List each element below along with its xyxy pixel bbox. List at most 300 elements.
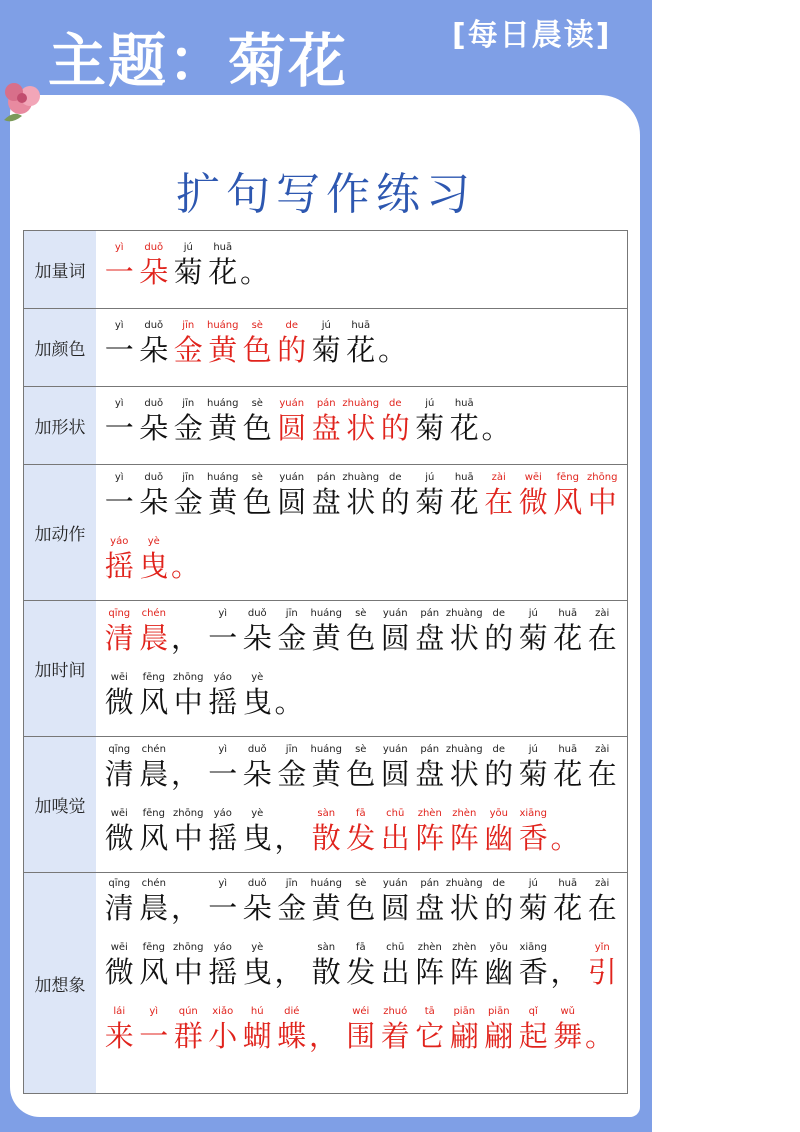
hanzi-text: 金 (173, 411, 203, 445)
hanzi-text: 菊 (518, 891, 548, 925)
pinyin-text: duǒ (144, 242, 164, 253)
pinyin-text: xiǎo (212, 1006, 234, 1017)
hanzi-text: 。 (378, 333, 408, 367)
hanzi-text: 色 (346, 891, 376, 925)
pinyin-character (171, 807, 206, 857)
pinyin-character (378, 1005, 413, 1055)
pinyin-character (275, 743, 310, 793)
hanzi-text: 金 (277, 621, 307, 655)
pinyin-text: qīng (108, 744, 131, 755)
pinyin-character (137, 397, 172, 447)
pinyin-text: pán (420, 744, 440, 755)
pinyin-character (275, 1005, 310, 1055)
pinyin-text: huā (454, 398, 474, 409)
hanzi-text: 色 (242, 485, 272, 519)
pinyin-character (275, 471, 310, 521)
pinyin-character (344, 319, 379, 369)
pinyin-character (137, 319, 172, 369)
pinyin-text: pán (420, 608, 440, 619)
sentence-line (102, 1005, 627, 1055)
pinyin-text: qún (178, 1006, 198, 1017)
pinyin-text: sè (251, 472, 263, 483)
pinyin-text: huáng (207, 320, 239, 331)
pinyin-character (240, 743, 275, 793)
hanzi-text: 微 (104, 821, 134, 855)
pinyin-text: duǒ (247, 744, 267, 755)
hanzi-text: 在 (587, 621, 617, 655)
hanzi-text: 花 (449, 485, 479, 519)
pinyin-character (171, 877, 206, 927)
pinyin-text: huáng (207, 398, 239, 409)
hanzi-text: 花 (208, 255, 238, 289)
pinyin-character (240, 471, 275, 521)
hanzi-text: 黄 (311, 757, 341, 791)
pinyin-text: de (492, 608, 505, 619)
pinyin-character (378, 877, 413, 927)
hanzi-text: 黄 (208, 411, 238, 445)
hanzi-text: 群 (173, 1019, 203, 1053)
pinyin-character (171, 941, 206, 991)
hanzi-text: 阵 (415, 955, 445, 989)
pinyin-character (482, 941, 517, 991)
pinyin-text: duǒ (144, 398, 164, 409)
hanzi-text: 清 (104, 621, 134, 655)
pinyin-text: yì (114, 320, 124, 331)
pinyin-character (413, 941, 448, 991)
hanzi-text: 花 (553, 891, 583, 925)
table-row (24, 387, 627, 465)
hanzi-text: 晨 (139, 757, 169, 791)
hanzi-text: 朵 (139, 411, 169, 445)
hanzi-text: 曳 (242, 955, 272, 989)
pinyin-text: zài (595, 878, 610, 889)
pinyin-text: zhuàng (445, 608, 483, 619)
hanzi-text: 起 (518, 1019, 548, 1053)
pinyin-text: zhōng (173, 942, 204, 953)
pinyin-text: wēi (110, 672, 128, 683)
hanzi-text: 曳 (139, 549, 169, 583)
hanzi-text: 清 (104, 757, 134, 791)
hanzi-text: 一 (208, 757, 238, 791)
hanzi-text: 幽 (484, 821, 514, 855)
pinyin-character (344, 877, 379, 927)
pinyin-character (309, 941, 344, 991)
pinyin-text: zhōng (173, 808, 204, 819)
pinyin-character (585, 941, 620, 991)
pinyin-character (482, 743, 517, 793)
hanzi-text: 一 (104, 333, 134, 367)
hanzi-text: 菊 (518, 621, 548, 655)
pinyin-character (413, 877, 448, 927)
pinyin-text: wéi (352, 1006, 370, 1017)
hanzi-text: 。 (274, 685, 304, 719)
pinyin-character (275, 941, 310, 991)
hanzi-text: 一 (139, 1019, 169, 1053)
sentence-content (96, 873, 627, 1093)
hanzi-text: 金 (173, 485, 203, 519)
hanzi-text: 朵 (242, 891, 272, 925)
pinyin-text: lái (113, 1006, 126, 1017)
hanzi-text: 微 (518, 485, 548, 519)
row-label: 加形状 (24, 387, 96, 464)
pinyin-character (378, 807, 413, 857)
pinyin-text: sè (251, 398, 263, 409)
pinyin-text: yáo (110, 536, 129, 547)
pinyin-character (344, 743, 379, 793)
pinyin-text: zhèn (417, 808, 442, 819)
hanzi-text: 盘 (415, 757, 445, 791)
pinyin-text: yáo (213, 672, 232, 683)
pinyin-character (447, 607, 482, 657)
hanzi-text: ， (550, 955, 580, 989)
hanzi-text: 菊 (173, 255, 203, 289)
pinyin-character (551, 471, 586, 521)
pinyin-character (585, 743, 620, 793)
hanzi-text: 朵 (139, 333, 169, 367)
pinyin-character (102, 743, 137, 793)
pinyin-character (344, 941, 379, 991)
pinyin-text: zài (595, 608, 610, 619)
hanzi-text: 圆 (380, 891, 410, 925)
hanzi-text: 风 (139, 685, 169, 719)
hanzi-text: 色 (242, 411, 272, 445)
hanzi-text: 黄 (311, 621, 341, 655)
pinyin-text: yōu (489, 808, 508, 819)
hanzi-text: 在 (587, 891, 617, 925)
pinyin-text: huā (558, 608, 578, 619)
hanzi-text: 一 (208, 621, 238, 655)
pinyin-text: jú (425, 398, 435, 409)
sentence-line (102, 671, 627, 721)
hanzi-text: 中 (173, 685, 203, 719)
pinyin-character (137, 877, 172, 927)
hanzi-text: 幽 (484, 955, 514, 989)
pinyin-text: xiāng (519, 808, 547, 819)
pinyin-character (240, 607, 275, 657)
pinyin-character (171, 743, 206, 793)
pinyin-text: xiāng (519, 942, 547, 953)
hanzi-text: 微 (104, 685, 134, 719)
hanzi-text: ， (309, 1019, 339, 1053)
pinyin-text: jīn (285, 878, 298, 889)
pinyin-character (447, 397, 482, 447)
hanzi-text: 风 (139, 955, 169, 989)
pinyin-text: jú (425, 472, 435, 483)
hanzi-text: ， (171, 891, 201, 925)
hanzi-text: 蝴 (242, 1019, 272, 1053)
hanzi-text: 状 (449, 757, 479, 791)
hanzi-text: 的 (484, 757, 514, 791)
pinyin-character (137, 241, 172, 291)
hanzi-text: 发 (346, 955, 376, 989)
hanzi-text: 蝶 (277, 1019, 307, 1053)
pinyin-text: duǒ (247, 608, 267, 619)
pinyin-character (482, 397, 517, 447)
pinyin-character (447, 941, 482, 991)
hanzi-text: 盘 (415, 891, 445, 925)
hanzi-text: 花 (346, 333, 376, 367)
pinyin-character (413, 607, 448, 657)
hanzi-text: 阵 (449, 821, 479, 855)
pinyin-text: pán (420, 878, 440, 889)
pinyin-text: sè (251, 320, 263, 331)
hanzi-text: 花 (449, 411, 479, 445)
pinyin-character (240, 319, 275, 369)
pinyin-text: zhuàng (445, 744, 483, 755)
row-label: 加动作 (24, 465, 96, 600)
pinyin-character (516, 471, 551, 521)
hanzi-text: 一 (104, 411, 134, 445)
hanzi-text: 。 (240, 255, 270, 289)
pinyin-text: chén (141, 744, 166, 755)
pinyin-character (171, 1005, 206, 1055)
pinyin-text: fēng (142, 942, 165, 953)
pinyin-character (102, 471, 137, 521)
pinyin-character (482, 807, 517, 857)
pinyin-character (309, 807, 344, 857)
pinyin-character (171, 671, 206, 721)
pinyin-character (206, 241, 241, 291)
pinyin-text: pán (316, 398, 336, 409)
pinyin-text: fēng (142, 672, 165, 683)
flower-decoration-icon (0, 80, 48, 140)
sentence-content (96, 465, 627, 600)
pinyin-character (516, 941, 551, 991)
hanzi-text: 清 (104, 891, 134, 925)
pinyin-character (309, 397, 344, 447)
pinyin-text: yuán (382, 878, 408, 889)
pinyin-text: jú (528, 878, 538, 889)
pinyin-text: huā (351, 320, 371, 331)
pinyin-character (413, 807, 448, 857)
sentence-content (96, 601, 627, 736)
hanzi-text: 曳 (242, 685, 272, 719)
sentence-content (96, 231, 627, 308)
pinyin-text: chén (141, 608, 166, 619)
pinyin-text: yì (114, 398, 124, 409)
hanzi-text: 金 (277, 757, 307, 791)
table-row (24, 737, 627, 873)
pinyin-character (378, 743, 413, 793)
pinyin-text: fēng (556, 472, 579, 483)
pinyin-text: yáo (213, 942, 232, 953)
pinyin-character (171, 607, 206, 657)
pinyin-text: yì (218, 878, 228, 889)
pinyin-character (137, 471, 172, 521)
pinyin-text: dié (284, 1006, 300, 1017)
hanzi-text: 小 (208, 1019, 238, 1053)
pinyin-character (240, 1005, 275, 1055)
pinyin-character (344, 397, 379, 447)
hanzi-text: 阵 (415, 821, 445, 855)
pinyin-character (206, 807, 241, 857)
hanzi-text: 摇 (104, 549, 134, 583)
pinyin-text: wēi (524, 472, 542, 483)
pinyin-text: chū (386, 808, 405, 819)
pinyin-text: de (492, 878, 505, 889)
pinyin-text: de (389, 472, 402, 483)
hanzi-text: 一 (104, 255, 134, 289)
hanzi-text: 中 (587, 485, 617, 519)
pinyin-character (206, 743, 241, 793)
hanzi-text: 摇 (208, 685, 238, 719)
pinyin-character (344, 471, 379, 521)
sentence-line (102, 941, 627, 991)
pinyin-text: jú (183, 242, 193, 253)
pinyin-text: zhuàng (342, 472, 380, 483)
hanzi-text: 黄 (208, 485, 238, 519)
hanzi-text: 圆 (277, 411, 307, 445)
hanzi-text: 发 (346, 821, 376, 855)
pinyin-character (413, 471, 448, 521)
pinyin-character (206, 941, 241, 991)
pinyin-text: de (492, 744, 505, 755)
pinyin-character (551, 941, 586, 991)
hanzi-text: 状 (346, 485, 376, 519)
pinyin-character (137, 535, 172, 585)
hanzi-text: 来 (104, 1019, 134, 1053)
pinyin-character (309, 471, 344, 521)
pinyin-character (309, 607, 344, 657)
hanzi-text: 的 (277, 333, 307, 367)
pinyin-character (413, 1005, 448, 1055)
pinyin-text: duǒ (144, 472, 164, 483)
pinyin-text: yuán (279, 472, 305, 483)
pinyin-character (275, 807, 310, 857)
pinyin-character (413, 743, 448, 793)
hanzi-text: 朵 (139, 255, 169, 289)
pinyin-text: yè (147, 536, 160, 547)
pinyin-text: sàn (317, 942, 336, 953)
pinyin-character (206, 397, 241, 447)
pinyin-text: zhōng (173, 672, 204, 683)
row-label: 加想象 (24, 873, 96, 1093)
sentence-line (102, 471, 627, 521)
pinyin-text: yáo (213, 808, 232, 819)
pinyin-character (102, 397, 137, 447)
pinyin-character (482, 1005, 517, 1055)
hanzi-text: 风 (553, 485, 583, 519)
hanzi-text: 状 (449, 891, 479, 925)
pinyin-character (102, 607, 137, 657)
pinyin-text: yōu (489, 942, 508, 953)
hanzi-text: ， (171, 757, 201, 791)
hanzi-text: 它 (415, 1019, 445, 1053)
pinyin-text: huā (213, 242, 233, 253)
pinyin-text: jú (321, 320, 331, 331)
hanzi-text: 花 (553, 621, 583, 655)
pinyin-text: jīn (285, 608, 298, 619)
pinyin-text: duǒ (144, 320, 164, 331)
pinyin-text: piān (487, 1006, 510, 1017)
pinyin-character (137, 607, 172, 657)
hanzi-text: 出 (380, 821, 410, 855)
hanzi-text: 引 (587, 955, 617, 989)
hanzi-text: 朵 (139, 485, 169, 519)
hanzi-text: 金 (173, 333, 203, 367)
pinyin-character (240, 941, 275, 991)
table-row (24, 309, 627, 387)
pinyin-character (378, 941, 413, 991)
hanzi-text: 菊 (415, 411, 445, 445)
pinyin-character (447, 1005, 482, 1055)
pinyin-character (378, 607, 413, 657)
pinyin-text: yì (114, 472, 124, 483)
pinyin-character (102, 671, 137, 721)
pinyin-character (344, 1005, 379, 1055)
pinyin-character (344, 607, 379, 657)
pinyin-character (516, 607, 551, 657)
hanzi-text: 色 (242, 333, 272, 367)
hanzi-text: 翩 (484, 1019, 514, 1053)
hanzi-text: 。 (171, 549, 201, 583)
hanzi-text: 菊 (415, 485, 445, 519)
hanzi-text: 菊 (311, 333, 341, 367)
hanzi-text: 。 (585, 1019, 615, 1053)
hanzi-text: 出 (380, 955, 410, 989)
table-row (24, 873, 627, 1093)
hanzi-text: 朵 (242, 757, 272, 791)
hanzi-text: 微 (104, 955, 134, 989)
pinyin-character (551, 1005, 586, 1055)
hanzi-text: 舞 (553, 1019, 583, 1053)
pinyin-character (447, 471, 482, 521)
pinyin-character (378, 319, 413, 369)
hanzi-text: 的 (380, 485, 410, 519)
pinyin-text: huā (454, 472, 474, 483)
pinyin-character (482, 607, 517, 657)
hanzi-text: 围 (346, 1019, 376, 1053)
pinyin-character (206, 471, 241, 521)
morning-reading-badge: [每日晨读] (452, 18, 612, 53)
pinyin-character (206, 671, 241, 721)
hanzi-text: 盘 (311, 485, 341, 519)
pinyin-character (482, 471, 517, 521)
hanzi-text: 着 (380, 1019, 410, 1053)
pinyin-text: wǔ (560, 1006, 576, 1017)
pinyin-character (309, 319, 344, 369)
pinyin-character (240, 807, 275, 857)
hanzi-text: 中 (173, 821, 203, 855)
pinyin-text: hú (250, 1006, 264, 1017)
pinyin-text: zhèn (452, 942, 477, 953)
pinyin-character (206, 877, 241, 927)
pinyin-character (275, 397, 310, 447)
pinyin-text: qīng (108, 608, 131, 619)
hanzi-text: ， (171, 621, 201, 655)
hanzi-text: 圆 (380, 621, 410, 655)
pinyin-character (102, 535, 137, 585)
pinyin-character (551, 607, 586, 657)
hanzi-text: ， (274, 821, 304, 855)
hanzi-text: 风 (139, 821, 169, 855)
pinyin-text: jīn (285, 744, 298, 755)
pinyin-text: huā (558, 744, 578, 755)
pinyin-character (171, 319, 206, 369)
pinyin-text: fā (355, 942, 366, 953)
hanzi-text: 的 (484, 891, 514, 925)
pinyin-text: de (389, 398, 402, 409)
hanzi-text: 。 (481, 411, 511, 445)
sentence-line (102, 241, 627, 291)
pinyin-character (516, 1005, 551, 1055)
pinyin-character (102, 319, 137, 369)
sentence-line (102, 397, 627, 447)
pinyin-text: yè (251, 808, 264, 819)
pinyin-character (309, 877, 344, 927)
pinyin-text: chén (141, 878, 166, 889)
section-subtitle: 扩句写作练习 (176, 169, 476, 220)
